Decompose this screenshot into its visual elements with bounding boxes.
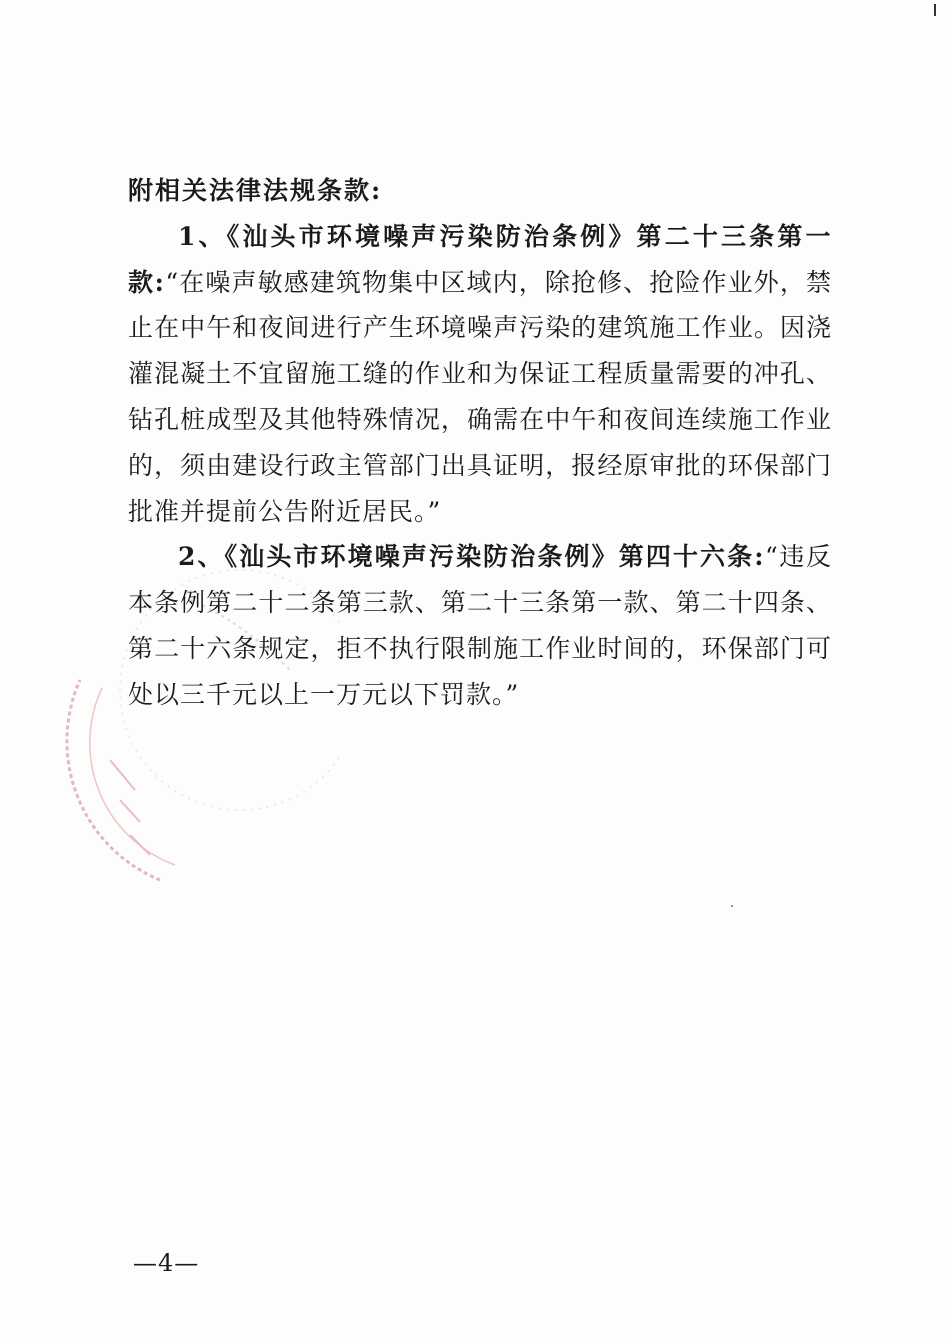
clause-paragraph	[128, 214, 832, 535]
clause-paragraph	[128, 534, 832, 717]
scan-corner-mark	[934, 4, 944, 16]
clause-citation: 1、《汕头市环境噪声污染防治条例》第二十三条第一款:	[128, 221, 832, 297]
clause-text: “在噪声敏感建筑物集中区域内，除抢修、抢险作业外，禁止在中午和夜间进行产生环境噪声污染的建筑施工作业。因浇灌混凝土不宜留施工缝的作业和为保证工程质量需要的冲孔、钻孔桩成型及其他特殊情况，确需在中午和夜间连续施工作业的，须由建设行政主管部门出具证明，报经原审批的环保部门批准并提前公告附近居民。”	[128, 267, 832, 526]
appendix-heading: 附相关法律法规条款:	[128, 176, 383, 205]
document-body	[128, 168, 832, 718]
scan-speck	[731, 905, 733, 907]
clause-citation: 2、《汕头市环境噪声污染防治条例》第四十六条:	[178, 542, 765, 572]
clause-text: “违反本条例第二十二条第三款、第二十三条第一款、第二十四条、第二十六条规定，拒不执行限制施工作业时间的，环保部门可处以三千元以上一万元以下罚款。”	[128, 542, 832, 709]
page-number: —4—	[133, 1249, 200, 1277]
